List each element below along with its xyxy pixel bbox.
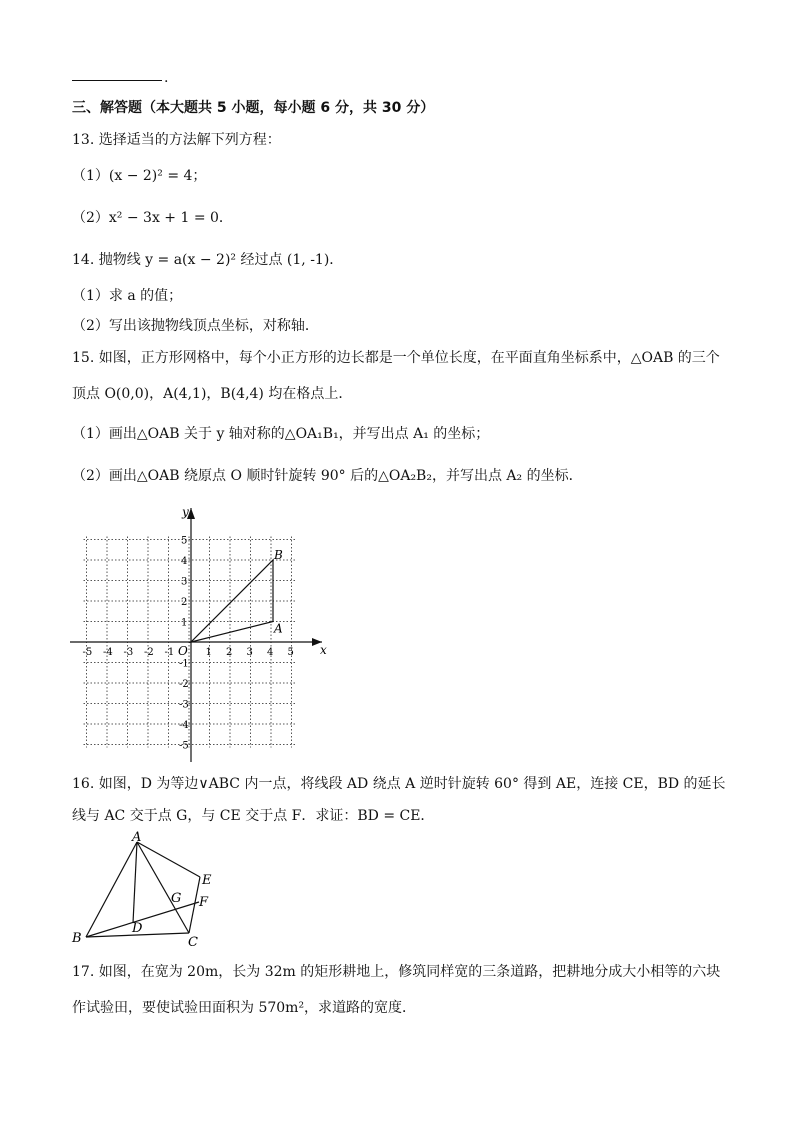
x-axis-label: x — [320, 643, 327, 657]
q13-part1: （1）(x − 2)² = 4； — [72, 168, 207, 184]
y-tick-label: -2 — [179, 679, 189, 690]
q15-part2: （2）画出△OAB 绕原点 O 顺时针旋转 90° 后的△OA₂B₂，并写出点 A₂ 的坐标． — [72, 468, 583, 484]
x-tick-label: -4 — [103, 647, 113, 658]
y-tick-label: 2 — [181, 597, 188, 608]
q14-part2: （2）写出该抛物线顶点坐标，对称轴． — [72, 318, 319, 334]
answer-blank-line — [72, 80, 162, 81]
q16-triangle-figure — [66, 830, 226, 955]
label-c: C — [188, 935, 198, 950]
segment-ad — [133, 842, 137, 923]
x-tick-label: 5 — [287, 647, 294, 658]
segment-ab — [86, 842, 137, 937]
origin-label: O — [178, 644, 188, 658]
x-tick-label: -5 — [82, 647, 93, 658]
x-tick-label: 4 — [267, 647, 274, 658]
y-tick-label: -5 — [179, 740, 189, 752]
x-tick-label: -2 — [144, 647, 154, 658]
label-d: D — [132, 921, 143, 936]
label-b: B — [72, 931, 82, 946]
q15-stem-line2: 顶点 O(0,0)，A(4,1)，B(4,4) 均在格点上． — [72, 386, 353, 402]
label-e: E — [202, 873, 212, 888]
label-f: F — [199, 895, 209, 910]
q14-stem: 14. 抛物线 y = a(x − 2)² 经过点 (1, -1)． — [72, 252, 344, 268]
q16-stem-line1: 16. 如图，D 为等边∨ABC 内一点，将线段 AD 绕点 A 逆时针旋转 60° 得到 AE，连接 CE，BD 的延长 — [72, 776, 726, 792]
x-tick-label: 1 — [205, 647, 212, 658]
y-tick-label: 4 — [181, 556, 188, 567]
y-tick-label: 3 — [181, 576, 188, 588]
y-tick-label: -1 — [179, 658, 189, 670]
x-tick-label: 2 — [226, 647, 233, 658]
x-tick-label: -1 — [164, 647, 175, 658]
q16-stem-line2: 线与 AC 交于点 G，与 CE 交于点 F．求证：BD = CE． — [72, 808, 435, 824]
y-tick-label: 5 — [181, 535, 188, 547]
q15-stem-line1: 15. 如图，正方形网格中，每个小正方形的边长都是一个单位长度，在平面直角坐标系中，△OAB 的三个 — [72, 350, 720, 366]
x-tick-label: -3 — [123, 647, 134, 658]
label-a: A — [132, 830, 142, 845]
q14-part1: （1）求 a 的值； — [72, 288, 183, 304]
trailing-period: . — [164, 70, 169, 86]
coordinate-grid-figure — [70, 500, 340, 765]
y-tick-label: 1 — [181, 617, 188, 629]
point-b-label: B — [274, 548, 283, 562]
label-g: G — [171, 891, 182, 906]
q13-stem: 13. 选择适当的方法解下列方程： — [72, 132, 281, 148]
q15-part1: （1）画出△OAB 关于 y 轴对称的△OA₁B₁，并写出点 A₁ 的坐标； — [72, 426, 490, 442]
q17-stem-line2: 作试验田，要使试验田面积为 570m²，求道路的宽度． — [72, 1000, 417, 1016]
point-a-label: A — [274, 621, 283, 636]
section-heading: 三、解答题（本大题共 5 小题，每小题 6 分，共 30 分） — [72, 100, 435, 116]
x-tick-label: 3 — [246, 647, 253, 658]
tick-labels — [83, 536, 294, 752]
segment-bf — [86, 902, 199, 937]
q17-stem-line1: 17. 如图，在宽为 20m，长为 32m 的矩形耕地上，修筑同样宽的三条道路，把耕地分成大小相等的六块 — [72, 964, 721, 980]
y-tick-label: -4 — [179, 720, 189, 731]
y-axis-label: y — [182, 505, 189, 519]
q13-part2: （2）x² − 3x + 1 = 0． — [72, 210, 233, 226]
y-tick-label: -3 — [179, 699, 189, 711]
